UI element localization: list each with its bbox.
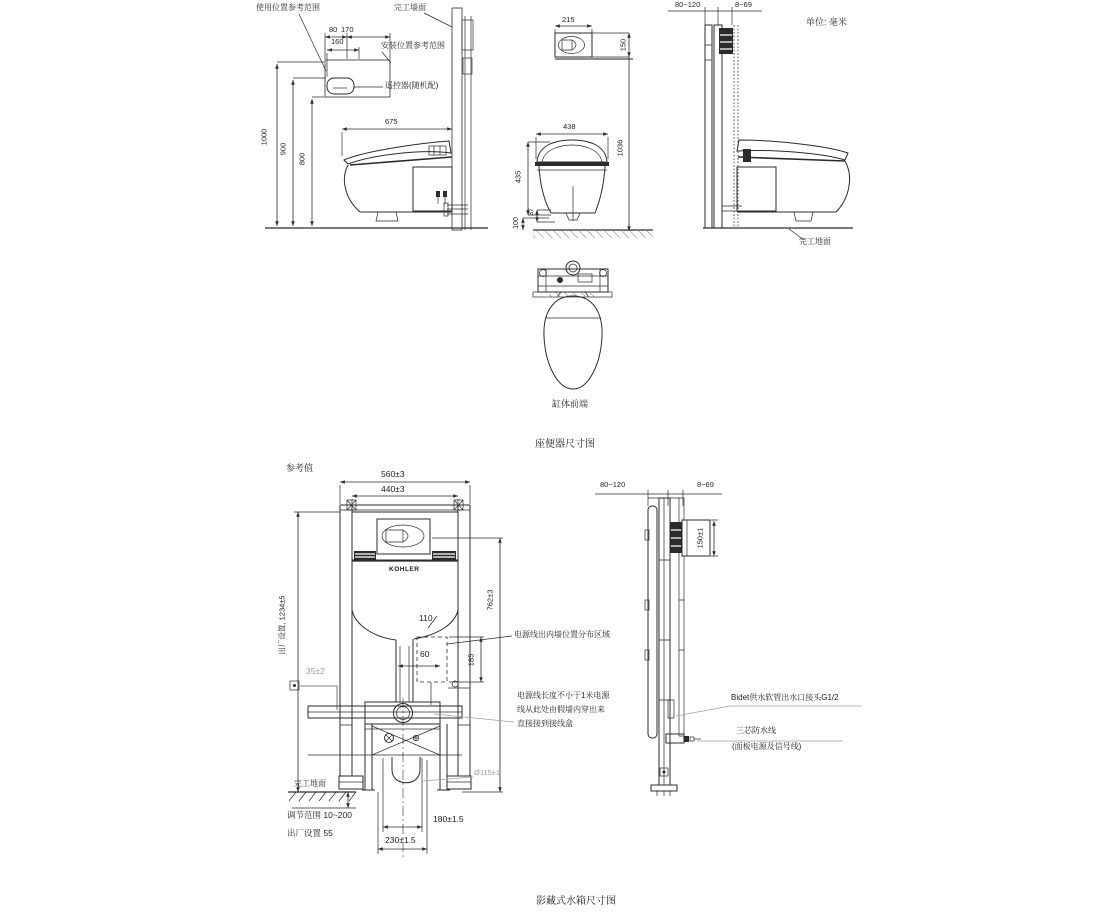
dim-180: 180±1.5 [433,814,464,824]
dim-215: 215 [562,15,575,24]
dim-150-plate: 150±1 [695,527,705,549]
power-note-line3: 直接接到接线盒 [517,719,573,728]
brand-logo: KOHLER [389,566,420,573]
reference-value-label: 参考值 [286,463,314,473]
wire-note-line1: 三芯防水线 [736,726,776,735]
dim-liner-depth-top: 8~69 [735,0,752,9]
dim-110: 110 [419,613,433,623]
view-plan [533,261,612,389]
finished-floor-label-tank: 完工地面 [294,779,326,788]
bowl-front-label: 缸体前端 [552,399,589,409]
dim-37: 37 [527,208,535,216]
finished-wall-label: 完工墙面 [394,3,426,12]
dim-liner-depth-bottom: 8~69 [697,480,714,489]
power-area-note: 电源线出内墙位置分布区域 [514,630,610,639]
dim-1000: 1000 [259,128,269,146]
power-note-line2: 线从此处由假墙内穿出来 [517,705,605,714]
dim-160: 160 [331,37,344,46]
dim-drain: Ø115±1 [474,768,501,777]
dim-100: 100 [512,217,520,229]
dim-150: 150 [618,38,628,52]
wire-note-line2: (面板电源及信号线) [732,742,802,751]
dim-675: 675 [385,117,398,126]
dim-60: 60 [420,649,430,659]
dim-435: 435 [513,170,523,184]
dim-800: 800 [297,152,307,166]
dim-wall-depth-bottom: 80~120 [600,480,626,489]
finished-floor-label-top: 完工地面 [799,237,831,246]
dim-80: 80 [329,25,338,34]
dim-185: 185 [466,653,476,667]
unit-note: 单位: 毫米 [806,17,848,27]
dim-wall-depth-top: 80~120 [675,0,701,9]
dim-35: 35±2 [306,666,325,676]
caption-toilet-diagram: 座便器尺寸图 [535,439,595,450]
adjust-range-label: 调节范围 10~200 [287,810,352,820]
dim-1036: 1036 [615,139,625,157]
dim-900: 900 [278,142,288,156]
install-range-label: 安装位置参考范围 [381,41,445,50]
caption-tank-diagram: 影藏式水箱尺寸图 [536,896,616,907]
factory-setting-label: 出厂设置 55 [287,828,333,838]
bidet-hose-note: Bidet供水软管出水口接头G1/2 [731,693,839,702]
remote-label: 遥控器(随机配) [385,81,439,90]
view-tank-side [595,490,862,796]
view-side-left [265,8,488,230]
dim-762: 762±3 [485,589,495,611]
dim-440: 440±3 [381,484,405,494]
dim-170: 170 [341,25,354,34]
view-front [523,26,653,238]
view-side-right [668,7,853,240]
usage-range-label: 使用位置参考范围 [256,3,320,12]
dim-230: 230±1.5 [385,835,416,845]
dim-1234-factory: 出厂设置, 1234±5 [277,595,287,655]
power-note-line1: 电源线长度不小于1米电源 [517,691,610,700]
dim-438: 438 [563,122,576,131]
dim-560: 560±3 [381,469,405,479]
